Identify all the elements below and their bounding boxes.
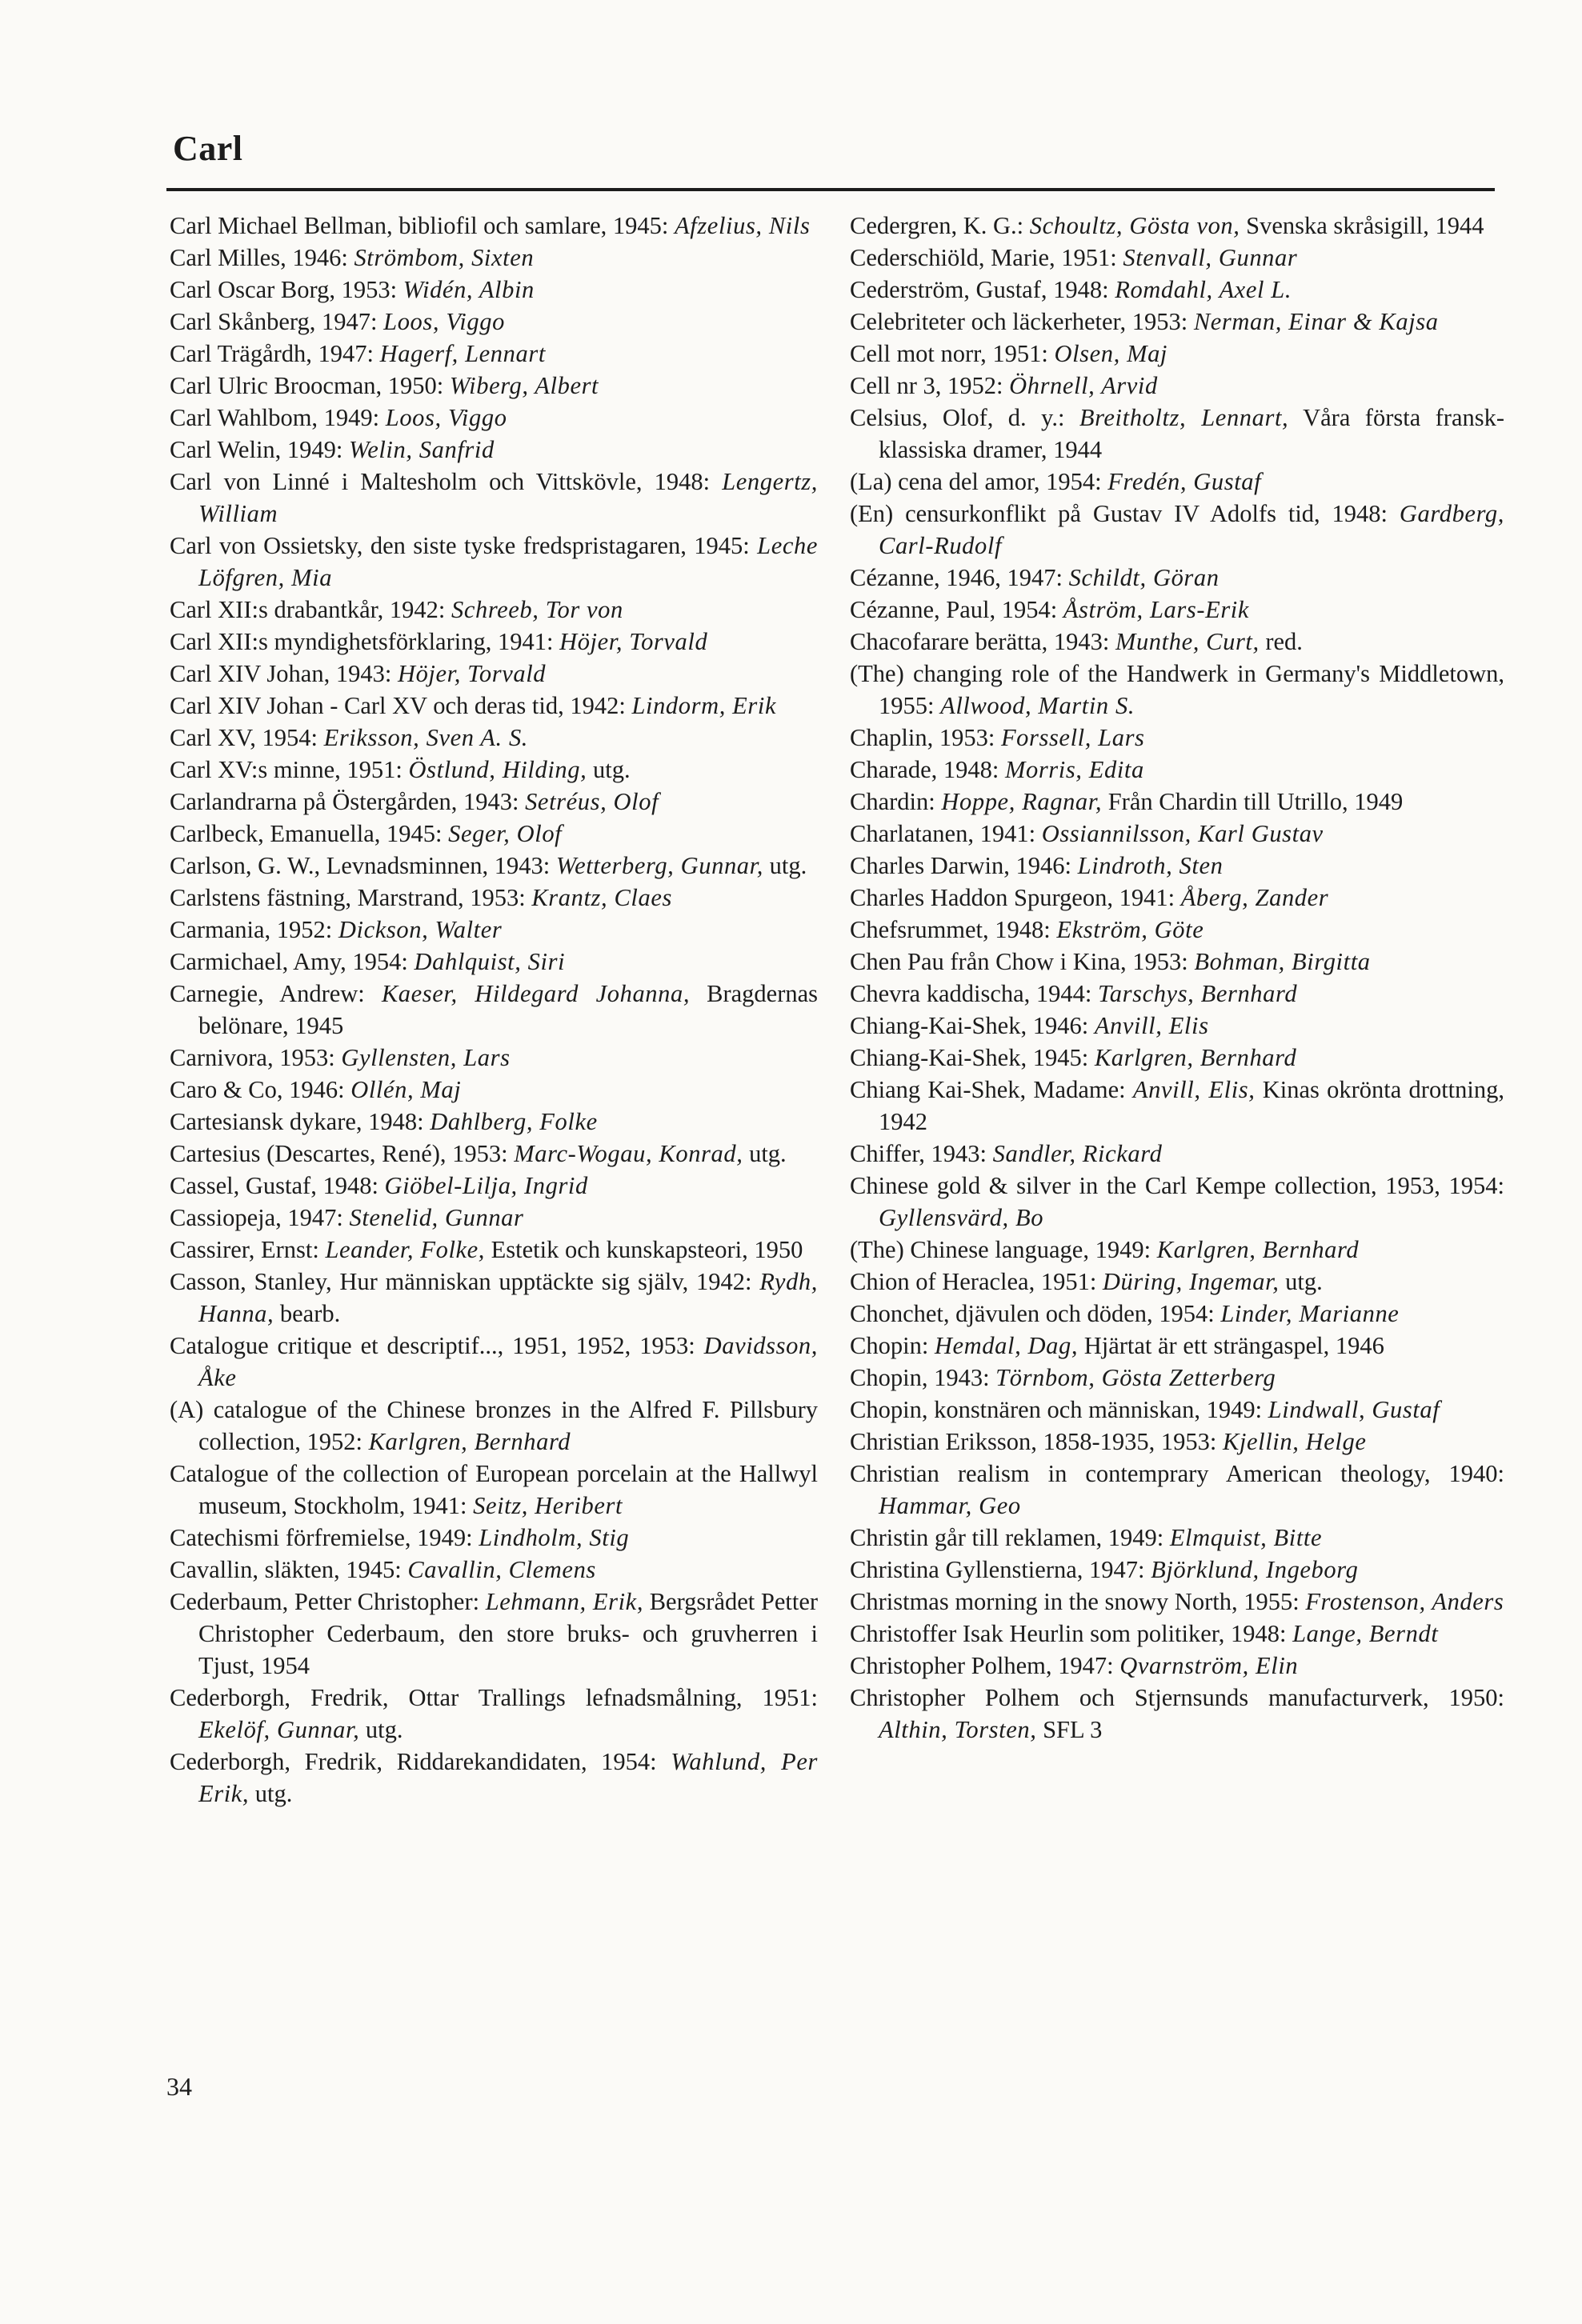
index-entry [170,1554,818,1586]
index-entry [850,562,1504,594]
entry-title: Carnegie, Andrew: [170,980,382,1007]
index-entry [850,306,1504,338]
index-entry [850,1330,1504,1362]
header-rule [166,188,1495,191]
entry-author: Afzelius, Nils [675,212,811,239]
index-entry [850,626,1504,658]
entry-title: Christmas morning in the snowy North, 1955: [850,1588,1306,1615]
entry-author: Lehmann, Erik, [485,1588,644,1615]
index-entry [850,1042,1504,1074]
entry-author: Lindwall, Gustaf [1268,1396,1440,1423]
entry-title: Carl XV, 1954: [170,724,324,751]
index-entry [170,1266,818,1330]
index-entry [170,370,818,402]
entry-author: Althin, Torsten, [879,1716,1037,1743]
entry-title: Cell nr 3, 1952: [850,372,1010,399]
entry-title: (A) catalogue of the Chinese bronzes in the Alfred F. Pillsbury collection, 1952: [170,1396,818,1455]
index-entry [170,1202,818,1234]
entry-title: (The) Chinese language, 1949: [850,1236,1157,1263]
entry-title: Celsius, Olof, d. y.: [850,404,1079,431]
entry-title: Charles Haddon Spurgeon, 1941: [850,884,1181,911]
entry-title: Chevra kaddischa, 1944: [850,980,1099,1007]
entry-title: Carl XIV Johan - Carl XV och deras tid, 1942: [170,692,632,719]
index-entry [170,754,818,786]
entry-title: Cézanne, 1946, 1947: [850,564,1069,591]
entry-remark: utg. [1279,1268,1323,1295]
entry-title: Carl Wahlbom, 1949: [170,404,386,431]
index-entry [170,338,818,370]
entry-title: Carl Michael Bellman, bibliofil och samlare, 1945: [170,212,675,239]
entry-title: Christian Eriksson, 1858-1935, 1953: [850,1428,1223,1455]
index-entry [170,1746,818,1810]
entry-author: Karlgren, Bernhard [1094,1044,1297,1071]
entry-remark: Bragdernas belönare, 1945 [198,980,819,1039]
entry-author: Gyllensten, Lars [341,1044,511,1071]
index-entry [170,1522,818,1554]
entry-author: Loos, Viggo [383,308,505,335]
entry-author: Wiberg, Albert [449,372,599,399]
index-entry [170,242,818,274]
entry-title: Carl XII:s drabantkår, 1942: [170,596,451,623]
entry-author: Cavallin, Clemens [407,1556,596,1583]
index-entry [850,594,1504,626]
entry-title: Carl Ulric Broocman, 1950: [170,372,450,399]
entry-author: Stenelid, Gunnar [349,1204,524,1231]
entry-author: Wetterberg, Gunnar, [555,852,763,879]
entry-author: Lange, Berndt [1292,1620,1439,1647]
index-entry [850,466,1504,498]
entry-author: Sandler, Rickard [992,1140,1163,1167]
entry-title: Carl von Linné i Maltesholm och Vittskövle, 1948: [170,468,723,495]
entry-author: Ollén, Maj [350,1076,462,1103]
entry-remark: Svenska skråsigill, 1944 [1240,212,1484,239]
index-entry [850,1234,1504,1266]
entry-author: Ossiannilsson, Karl Gustav [1041,820,1324,847]
entry-remark: Kinas okrönta drottning, 1942 [879,1076,1505,1135]
entry-author: Nerman, Einar & Kajsa [1193,308,1439,335]
entry-remark: Estetik och kunskapsteori, 1950 [485,1236,803,1263]
entry-title: Cederbaum, Petter Christopher: [170,1588,486,1615]
entry-title: Casson, Stanley, Hur människan upptäckte sig själv, 1942: [170,1268,760,1295]
entry-title: Chaplin, 1953: [850,724,1001,751]
entry-title: Chen Pau från Chow i Kina, 1953: [850,948,1195,975]
entry-author: Schreeb, Tor von [451,596,623,623]
entry-title: Cavallin, släkten, 1945: [170,1556,408,1583]
entry-title: Cederström, Gustaf, 1948: [850,276,1115,303]
entry-author: Giöbel-Lilja, Ingrid [384,1172,588,1199]
index-entry [170,466,818,530]
index-entry [850,1362,1504,1394]
entry-author: Forssell, Lars [1000,724,1145,751]
entry-title: Chiffer, 1943: [850,1140,993,1167]
entry-author: Gyllensvärd, Bo [879,1204,1044,1231]
index-entry [170,978,818,1042]
entry-author: Hemdal, Dag, [934,1332,1079,1359]
entry-author: Setréus, Olof [525,788,659,815]
entry-title: Chiang Kai-Shek, Madame: [850,1076,1133,1103]
entry-author: Fredén, Gustaf [1107,468,1262,495]
entry-title: Carlandrarna på Östergården, 1943: [170,788,526,815]
entry-title: Carlson, G. W., Levnadsminnen, 1943: [170,852,556,879]
index-entry [850,370,1504,402]
index-entry [170,1074,818,1106]
entry-author: Breitholtz, Lennart, [1079,404,1289,431]
entry-remark: Bergsrådet Petter Christopher Cederbaum, den store bruks- och gruvherren i Tjust, 1954 [198,1588,819,1679]
entry-remark: red. [1259,628,1303,655]
left-column [170,210,818,1810]
index-entry [170,786,818,818]
index-entry [850,658,1504,722]
entry-title: Carl Oscar Borg, 1953: [170,276,403,303]
index-entry [170,1458,818,1522]
entry-title: (En) censurkonflikt på Gustav IV Adolfs tid, 1948: [850,500,1400,527]
entry-title: Catalogue of the collection of European porcelain at the Hallwyl museum, Stockholm, 1941: [170,1460,818,1519]
running-head: Carl [173,129,243,168]
index-entry [850,850,1504,882]
entry-author: Karlgren, Bernhard [368,1428,571,1455]
index-entry [170,914,818,946]
entry-author: Hoppe, Ragnar, [941,788,1103,815]
entry-author: Östlund, Hilding, [408,756,587,783]
entry-author: Marc-Wogau, Konrad, [514,1140,743,1167]
entry-remark: utg. [743,1140,787,1167]
entry-author: Schildt, Göran [1068,564,1220,591]
entry-author: Dickson, Walter [338,916,503,943]
index-entry [170,434,818,466]
index-entry [850,498,1504,562]
index-entry [850,210,1504,242]
index-entry [850,1650,1504,1682]
index-entry [850,1074,1504,1138]
index-entry [850,1298,1504,1330]
entry-author: Kaeser, Hildegard Johanna, [381,980,691,1007]
entry-remark: Hjärtat är ett strängaspel, 1946 [1078,1332,1384,1359]
index-entry [170,850,818,882]
entry-author: Höjer, Torvald [397,660,547,687]
entry-title: Carlbeck, Emanuella, 1945: [170,820,449,847]
index-entry [170,882,818,914]
entry-title: Carlstens fästning, Marstrand, 1953: [170,884,532,911]
index-entry [850,1586,1504,1618]
index-entry [850,1522,1504,1554]
entry-title: Chacofarare berätta, 1943: [850,628,1115,655]
index-entry [170,1234,818,1266]
entry-title: Chiang-Kai-Shek, 1946: [850,1012,1095,1039]
entry-author: Stenvall, Gunnar [1123,244,1298,271]
index-entry [170,722,818,754]
entry-title: Cézanne, Paul, 1954: [850,596,1063,623]
index-entry [850,914,1504,946]
index-entry [850,946,1504,978]
entry-author: Rydh, Hanna, [198,1268,818,1327]
entry-author: Frostenson, Anders [1305,1588,1504,1615]
entry-title: Christin går till reklamen, 1949: [850,1524,1170,1551]
index-entry [850,754,1504,786]
entry-title: Carmichael, Amy, 1954: [170,948,415,975]
entry-title: Catechismi förfremielse, 1949: [170,1524,479,1551]
index-entry [170,1170,818,1202]
page-number: 34 [166,2072,192,2101]
entry-author: Qvarnström, Elin [1119,1652,1299,1679]
entry-author: Seger, Olof [448,820,563,847]
entry-title: Cederborgh, Fredrik, Ottar Trallings lefnadsmålning, 1951: [170,1684,818,1711]
index-entry [170,1394,818,1458]
index-entry [170,946,818,978]
index-entry [850,1394,1504,1426]
index-entry [850,274,1504,306]
entry-title: Cederschiöld, Marie, 1951: [850,244,1123,271]
entry-title: Chopin, 1943: [850,1364,996,1391]
entry-author: Gardberg, Carl-Rudolf [879,500,1504,559]
index-entry [850,1266,1504,1298]
entry-title: Chonchet, djävulen och döden, 1954: [850,1300,1221,1327]
entry-author: Dahlberg, Folke [430,1108,598,1135]
entry-author: Strömbom, Sixten [354,244,535,271]
entry-author: Törnbom, Gösta Zetterberg [995,1364,1276,1391]
entry-author: Seitz, Heribert [473,1492,623,1519]
entry-remark: Från Chardin till Utrillo, 1949 [1102,788,1404,815]
entry-title: Cassiopeja, 1947: [170,1204,350,1231]
index-entry [850,1554,1504,1586]
entry-author: Eriksson, Sven A. S. [323,724,529,751]
index-entry [170,1106,818,1138]
entry-remark: utg. [763,852,807,879]
entry-title: Cassel, Gustaf, 1948: [170,1172,385,1199]
entry-title: Charlatanen, 1941: [850,820,1042,847]
entry-title: Christopher Polhem, 1947: [850,1652,1120,1679]
entry-author: Morris, Edita [1004,756,1144,783]
index-entry [850,882,1504,914]
entry-title: Carl Milles, 1946: [170,244,354,271]
index-entry [170,658,818,690]
entry-title: Chiang-Kai-Shek, 1945: [850,1044,1095,1071]
index-entry [850,1170,1504,1234]
index-entry [850,818,1504,850]
index-entry [850,1138,1504,1170]
entry-title: Cassirer, Ernst: [170,1236,326,1263]
entry-author: Düring, Ingemar, [1102,1268,1280,1295]
entry-title: Cedergren, K. G.: [850,212,1030,239]
index-entry [170,210,818,242]
index-entry [170,402,818,434]
index-entry [170,1586,818,1682]
entry-title: (La) cena del amor, 1954: [850,468,1108,495]
entry-author: Welin, Sanfrid [349,436,495,463]
entry-title: Carl XII:s myndighetsförklaring, 1941: [170,628,560,655]
entry-author: Krantz, Claes [531,884,672,911]
index-entry [850,786,1504,818]
right-column [850,210,1504,1746]
entry-author: Leander, Folke, [325,1236,486,1263]
entry-remark: utg. [587,756,631,783]
entry-title: Caro & Co, 1946: [170,1076,351,1103]
entry-author: Hagerf, Lennart [379,340,546,367]
entry-remark: Våra första fransk-klassiska dramer, 1944 [879,404,1505,463]
entry-title: (The) changing role of the Handwerk in Germany's Middletown, 1955: [850,660,1504,719]
index-entry [170,1138,818,1170]
entry-title: Chopin: [850,1332,935,1359]
entry-remark: utg. [249,1780,293,1807]
entry-title: Christoffer Isak Heurlin som politiker, 1948: [850,1620,1293,1647]
index-entry [170,274,818,306]
entry-author: Munthe, Curt, [1115,628,1260,655]
entry-title: Carl XIV Johan, 1943: [170,660,398,687]
entry-title: Christian realism in contemprary American theology, 1940: [850,1460,1504,1487]
entry-author: Leche Löfgren, Mia [198,532,818,591]
entry-title: Chinese gold & silver in the Carl Kempe collection, 1953, 1954: [850,1172,1504,1199]
entry-title: Chion of Heraclea, 1951: [850,1268,1103,1295]
entry-title: Cell mot norr, 1951: [850,340,1055,367]
entry-title: Carmania, 1952: [170,916,338,943]
entry-title: Cartesius (Descartes, René), 1953: [170,1140,515,1167]
entry-author: Lindholm, Stig [479,1524,630,1551]
entry-remark: utg. [359,1716,403,1743]
entry-title: Cartesiansk dykare, 1948: [170,1108,431,1135]
entry-author: Anvill, Elis [1094,1012,1209,1039]
entry-author: Kjellin, Helge [1222,1428,1367,1455]
entry-author: Bohman, Birgitta [1194,948,1371,975]
entry-author: Elmquist, Bitte [1169,1524,1323,1551]
entry-author: Allwood, Martin S. [940,692,1135,719]
entry-author: Öhrnell, Arvid [1009,372,1158,399]
entry-author: Widén, Albin [403,276,535,303]
index-entry [850,242,1504,274]
index-entry [850,338,1504,370]
entry-author: Ekelöf, Gunnar, [198,1716,360,1743]
index-entry [850,402,1504,466]
entry-author: Loos, Viggo [385,404,507,431]
entry-author: Romdahl, Axel L. [1115,276,1292,303]
entry-title: Chopin, konstnären och människan, 1949: [850,1396,1268,1423]
entry-author: Ekström, Göte [1056,916,1204,943]
index-entry [170,306,818,338]
entry-author: Lengertz, William [198,468,818,527]
entry-remark: SFL 3 [1036,1716,1103,1743]
entry-title: Chefsrummet, 1948: [850,916,1057,943]
entry-author: Dahlquist, Siri [414,948,566,975]
entry-title: Catalogue critique et descriptif..., 1951, 1952, 1953: [170,1332,704,1359]
entry-title: Charles Darwin, 1946: [850,852,1078,879]
entry-author: Hammar, Geo [879,1492,1021,1519]
entry-author: Olsen, Maj [1054,340,1168,367]
index-entry [850,722,1504,754]
index-entry [170,818,818,850]
entry-title: Carl Trägårdh, 1947: [170,340,380,367]
index-entry [170,594,818,626]
entry-title: Cederborgh, Fredrik, Riddarekandidaten, 1954: [170,1748,671,1775]
index-entry [850,1458,1504,1522]
index-entry [850,978,1504,1010]
entry-title: Carl von Ossietsky, den siste tyske fredspristagaren, 1945: [170,532,758,559]
entry-author: Wahlund, Per Erik, [198,1748,818,1807]
index-entry [170,1042,818,1074]
entry-title: Carl XV:s minne, 1951: [170,756,409,783]
index-entry [850,1682,1504,1746]
index-entry [170,626,818,658]
entry-author: Anvill, Elis, [1132,1076,1256,1103]
entry-author: Tarschys, Bernhard [1098,980,1298,1007]
index-entry [850,1426,1504,1458]
index-entry [170,1330,818,1394]
entry-author: Davidsson, Åke [198,1332,818,1391]
index-entry [170,1682,818,1746]
entry-author: Höjer, Torvald [559,628,708,655]
entry-author: Lindorm, Erik [631,692,777,719]
entry-title: Charade, 1948: [850,756,1005,783]
entry-title: Chardin: [850,788,942,815]
entry-title: Carl Skånberg, 1947: [170,308,384,335]
entry-remark: bearb. [274,1300,341,1327]
entry-author: Lindroth, Sten [1077,852,1224,879]
entry-author: Åström, Lars-Erik [1063,596,1250,623]
entry-author: Åberg, Zander [1180,884,1329,911]
index-entry [170,690,818,722]
index-entry [850,1010,1504,1042]
entry-author: Schoultz, Gösta von, [1029,212,1240,239]
entry-title: Celebriteter och läckerheter, 1953: [850,308,1194,335]
entry-title: Carl Welin, 1949: [170,436,350,463]
entry-title: Christopher Polhem och Stjernsunds manufacturverk, 1950: [850,1684,1504,1711]
entry-author: Karlgren, Bernhard [1156,1236,1360,1263]
index-entry [170,530,818,594]
entry-author: Linder, Marianne [1220,1300,1400,1327]
entry-title: Carnivora, 1953: [170,1044,342,1071]
entry-title: Christina Gyllenstierna, 1947: [850,1556,1151,1583]
entry-author: Björklund, Ingeborg [1151,1556,1359,1583]
index-entry [850,1618,1504,1650]
